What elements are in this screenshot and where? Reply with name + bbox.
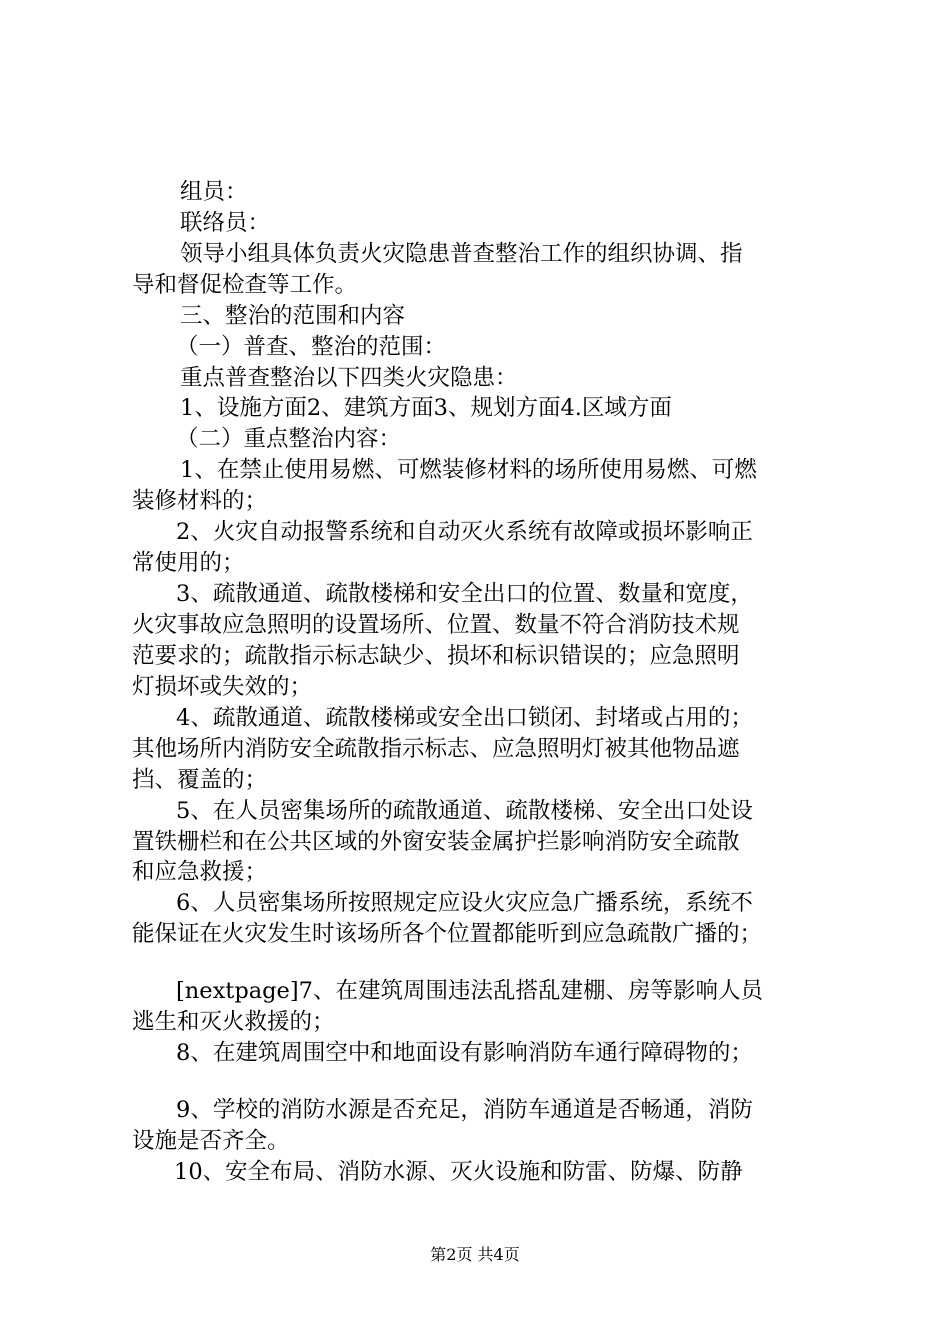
text-line: 6、人员密集场所按照规定应设火灾应急广播系统，系统不 [176,890,753,916]
text-line: 联络员： [180,210,271,236]
text-line: 重点普查整治以下四类火灾隐患： [180,365,518,391]
text-line: 10、安全布局、消防水源、灭火设施和防雷、防爆、防静 [174,1159,743,1185]
section-heading: 三、整治的范围和内容 [180,303,406,329]
text-line: 和应急救援； [132,859,268,885]
text-line: 设施是否齐全。 [132,1128,290,1154]
text-line: 8、在建筑周围空中和地面设有影响消防车通行障碍物的； [176,1040,753,1066]
text-line: 火灾事故应急照明的设置场所、位置、数量不符合消防技术规 [132,612,740,638]
text-line: 导和督促检查等工作。 [132,272,358,298]
text-line: 4、疏散通道、疏散楼梯或安全出口锁闭、封堵或占用的； [176,705,753,731]
text-line: 其他场所内消防安全疏散指示标志、应急照明灯被其他物品遮 [132,736,740,762]
text-line: 5、在人员密集场所的疏散通道、疏散楼梯、安全出口处设 [176,798,753,824]
text-line: 2、火灾自动报警系统和自动灭火系统有故障或损坏影响正 [176,519,753,545]
text-line: 1、设施方面2、建筑方面3、规划方面4.区域方面 [180,395,672,421]
text-line: 挡、覆盖的； [132,767,268,793]
text-line: 常使用的； [132,550,245,576]
text-line: 装修材料的； [132,488,268,514]
text-line: [nextpage]7、在建筑周围违法乱搭乱建棚、房等影响人员 [176,978,763,1004]
text-line: 1、在禁止使用易燃、可燃装修材料的场所使用易燃、可燃 [180,457,757,483]
text-line: 逃生和灭火救援的； [132,1009,335,1035]
text-line: 灯损坏或失效的； [132,674,313,700]
subsection-heading: （一）普查、整治的范围： [176,334,447,360]
text-line: 范要求的；疏散指示标志缺少、损坏和标识错误的；应急照明 [132,643,740,669]
text-line: 9、学校的消防水源是否充足，消防车通道是否畅通，消防 [176,1097,753,1123]
text-line: 3、疏散通道、疏散楼梯和安全出口的位置、数量和宽度， [176,581,753,607]
text-line: 能保证在火灾发生时该场所各个位置都能听到应急疏散广播的； [132,921,763,947]
text-line: 领导小组具体负责火灾隐患普查整治工作的组织协调、指 [180,241,743,267]
text-line: 置铁栅栏和在公共区域的外窗安装金属护拦影响消防安全疏散 [132,829,740,855]
page-footer: 第2页 共4页 [430,1245,520,1264]
text-line: 组员： [180,179,248,205]
subsection-heading: （二）重点整治内容： [176,426,402,452]
